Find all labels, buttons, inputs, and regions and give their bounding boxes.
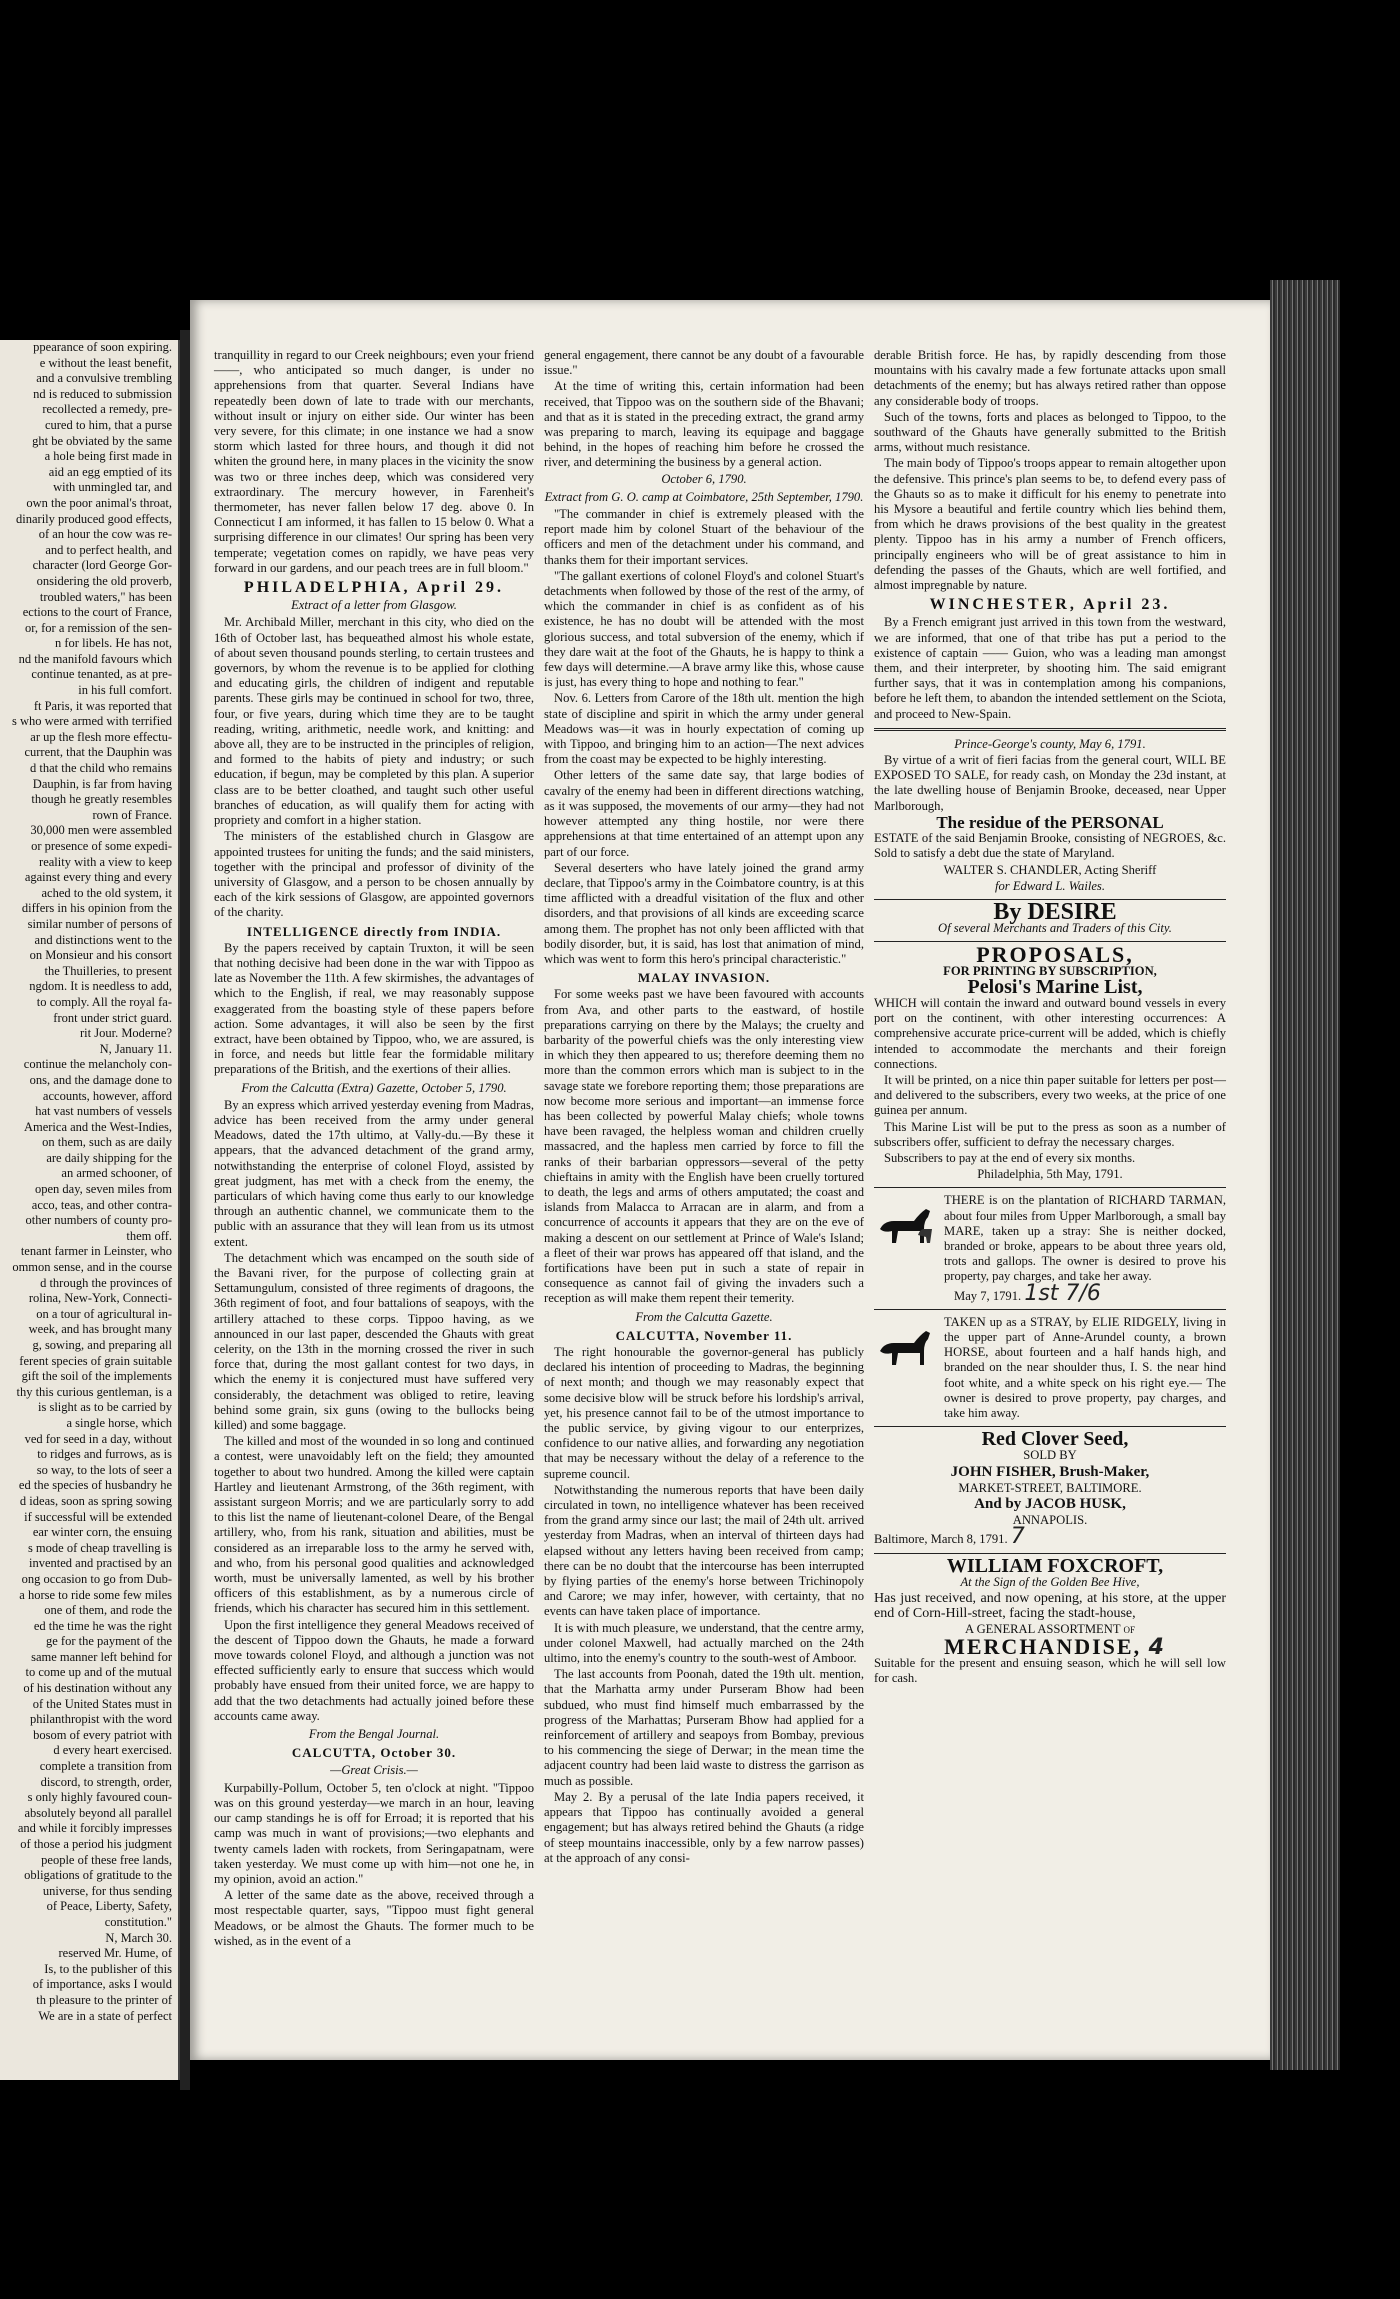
proposals-advertisement	[874, 898, 1226, 1182]
ad-text: SOLD BY	[1023, 1448, 1077, 1463]
foxcroft-advertisement	[874, 1554, 1226, 1687]
article-paragraph: tranquillity in regard to our Creek neighbours; even your friend ——, who anticipated so much danger, is under no apprehensions from that quarter. Several Indians have repeatedly been down of late to trade with our merchants, without insult or injury on either side. Our winter has been very severe, for this climate; in one instance we had a snow storm which lasted for three hours, and though it did not whiten the ground here, in many places in the vicinity the snow was two or three inches deep, which was considered very extraordinary. The mercury however, in Farenheit's thermometer, has never fallen below 17 deg. above 0. In Connecticut I am informed, it has fallen to 15 below 0. What a surprising difference in our climates! Our spring has been very temperate; vegetation comes on rapidly, we have peas very forward in our gardens, and our peach trees are in full bloom."	[214, 348, 534, 575]
left-page-line: week, and has brought many	[28, 1322, 172, 1337]
left-page-line: of those a period his judgment	[20, 1837, 172, 1851]
left-page-line: th pleasure to the printer of	[36, 1992, 172, 2007]
divider	[874, 1426, 1226, 1427]
left-page-line: constitution."	[104, 1914, 172, 1929]
left-page-line: them off.	[126, 1228, 172, 1243]
left-page-line: ved for seed in a day, without	[24, 1431, 172, 1446]
left-page-line: differs in his opinion from the	[21, 901, 172, 916]
left-page-line: of Peace, Liberty, Safety,	[46, 1899, 172, 1914]
left-page-line: on them, such as are daily	[42, 1135, 172, 1150]
left-page-line: against every thing and every	[24, 870, 172, 885]
ad-text: It will be printed, on a nice thin paper suitable for letters per post—and delivered to the subscribers, every two weeks, at the price of one guinea per annum.	[874, 1072, 1226, 1118]
article-paragraph: By a French emigrant just arrived in this town from the westward, we are informed, that one of that tribe has put a period to the existence of captain —— Guion, who was a leading man amongst them, and their interpreter, by shooting him. The said emigrant further says, that it was in contemplation among his companions, before he left them, to abandon the intended settlement on the Sciota, and proceed to New-Spain.	[874, 615, 1226, 721]
left-page-line: ear winter corn, the ensuing	[32, 1525, 172, 1540]
article-paragraph: The killed and most of the wounded in so long and continued a contest, were unavoidably left on the field; they amounted together to about two hundred. Among the killed were captain Hartley and lieutenant Armstrong, of the 36th regiment, with assistant surgeon Morris; and we are particularly sorry to add to this list the name of lieutenant-colonel Deare, of the Bengal artillery, who, from his rank, situation and abilities, must be considered as an irreparable loss to the army he served with, and who, from his personal good qualities and acknowledged worth, must be universally lamented, as well by his brother officers of this establishment, as by a numerous circle of friends, which his character has secured him in this settlement.	[214, 1434, 534, 1616]
article-paragraph: The detachment which was encamped on the south side of the Bavani river, for the purpose of collecting grain at Settamungulum, consisted of three regiments of dragoons, the 36th regiment of foot, and four battalions of seapoys, with the artillery attached to these corps. Tippoo having, as we announced in our last paper, descended the Ghauts with great celerity, on the 13th in the morning crossed the river in such force that, during the most gallant contest for two days, in which the enemy it is conjectured must have suffered very considerably, the detachment was obliged to retire, leaving behind some grain, six guns (owing to the bullocks being killed) and some baggage.	[214, 1250, 534, 1433]
article-paragraph: Upon the first intelligence they general Meadows received of the descent of Tippoo down the Ghauts, he made a forward move towards colonel Floyd, and although a junction was not effected sufficiently early to ensure that success which would probably have ensued from their united force, we are happy to add that the two detachments had actually joined before these accounts came away.	[214, 1617, 534, 1723]
ad-dateline: Prince-George's county, May 6, 1791.	[954, 736, 1146, 751]
article-paragraph: Kurpabilly-Pollum, October 5, ten o'clock at night. "Tippoo was on this ground yesterday—we march in an hour, leaving our camp standings he is off for Erroad; it is reported that his camp was much in want of provisions;—two elephants and twenty camels laden with rockets, from Seringapatnam, were taken yesterday. We must come up with him—not one he, in my opinion, avoid an action."	[214, 1780, 534, 1886]
section-heading: From the Bengal Journal.	[308, 1727, 440, 1742]
left-page-line: if successful will be extended	[24, 1509, 172, 1524]
article-paragraph: The right honourable the governor-general has publicly declared his intention of proceeding to Madras, the beginning of next month; and though we may reasonably expect that some decisive blow will be struck before his lordship's arrival, yet, his presence cannot fail to be of the utmost importance to the public service, by giving vigour to our enterprizes, confidence to our native allies, and forwarding any negotiation that may be necessary without the delay of a reference to the supreme council.	[544, 1345, 864, 1481]
left-page-line: same manner left behind for	[31, 1649, 172, 1664]
left-page-line: and while it forcibly impresses	[17, 1821, 172, 1836]
left-page-line: aid an egg emptied of its	[48, 464, 172, 479]
article-date: October 6, 1790.	[661, 471, 747, 486]
ad-subheadline: Of several Merchants and Traders of this City.	[938, 921, 1172, 936]
ad-headline	[874, 1633, 1226, 1660]
ad-text: THERE is on the plantation of RICHARD TARMAN, about four miles from Upper Marlborough, a small bay MARE, taken up a stray: She is neither docked, branded or broke, appears to be about three years old, trots and gallops. The owner is desired to prove his property, pay charges, and take her away.	[944, 1193, 1226, 1284]
left-page-line: hat vast numbers of vessels	[35, 1104, 172, 1119]
left-page-line: complete a transition from	[39, 1759, 172, 1774]
left-page-line: other numbers of county pro-	[25, 1213, 172, 1228]
ad-text: TAKEN up as a STRAY, by ELIE RIDGELY, living in the upper part of Anne-Arundel county, a brown HORSE, about fourteen and a half hands high, and branded on the near shoulder thus, I. S. the near hind foot white, and a white speck on his right eye.— The owner is desired to prove property, pay charges, and take him away.	[944, 1314, 1226, 1420]
ad-headline: PROPOSALS,	[976, 942, 1134, 968]
handwritten-number: 4	[1148, 1634, 1166, 1660]
article-paragraph: The ministers of the established church in Glasgow are appointed trustees for uniting the funds; and the said ministers, together with the principal and professor of divinity of the university of Glasgow, and a person to be chosen annually by each of the kirk sessions of Glasgow, are appointed governors of the charity.	[214, 829, 534, 920]
article-paragraph: general engagement, there cannot be any doubt of a favourable issue."	[544, 348, 864, 378]
book-page-edges	[1270, 280, 1340, 2070]
left-page-line: to ridges and furrows, as is	[37, 1447, 172, 1462]
article-paragraph: A letter of the same date as the above, received through a most respectable quarter, says, "Tippoo must fight general Meadows, or be almost the Ghauts. The former much to be wished, as in the event of a	[214, 1888, 534, 1948]
article-paragraph: The main body of Tippoo's troops appear to remain altogether upon the defensive. This prince's plan seems to be, to defend every pass of the Ghauts so as to make it difficult for his enemy to penetrate into his Mysore a beautiful and fertile country which lies behind them, from which he draws provisions of the best quality in the greatest plenty. Tippoo has in his army a number of French officers, principally engineers who will be of great assistance to him in defending the passes of the Ghauts, which are well fortified, and almost impregnable by nature.	[874, 456, 1226, 593]
ad-dateline	[874, 1524, 1226, 1550]
left-page-line: ge for the payment of the	[46, 1634, 172, 1649]
left-page-line: on Monsieur and his consort	[29, 948, 172, 963]
left-page-line: We are in a state of perfect	[38, 2008, 172, 2023]
left-page-line: Dauphin, is far from having	[32, 776, 172, 791]
article-paragraph: Other letters of the same date say, that large bodies of cavalry of the enemy had been in different directions watching, as it was supposed, the movements of our army—they had not however attempted any thing hostile, nor were there apprehensions at that time entertained of an attempt upon any part of our force.	[544, 768, 864, 859]
left-page-line: own the poor animal's throat,	[26, 495, 172, 510]
left-page-line: the Thuilleries, to present	[44, 963, 172, 978]
section-heading: From the Calcutta Gazette.	[635, 1309, 773, 1324]
section-heading: MALAY INVASION.	[637, 970, 771, 986]
ad-date-value: May 7, 1791.	[954, 1288, 1022, 1303]
dateline-calcutta: CALCUTTA, October 30.	[291, 1745, 457, 1761]
article-paragraph: Mr. Archibald Miller, merchant in this city, who died on the 16th of October last, has bequeathed almost his whole estate, of about seven thousand pounds sterling, to certain trustees and governors, by whom the revenue is to be applied for clothing and educating girls, the children of indigent and reputable parents. These girls may be continued in school for two, three, four, or five years, during which time they are to be taught reading, writing, arithmetic, needle work, and knitting: and above all, they are to be instructed in the principles of religion, and formed to the habits of piety and industry; or such education, if begun, may be completed by this plan. A superior class are to be better cloathed, and taught such other useful branches of education, as will qualify them for acting with propriety and comfort in a higher station.	[214, 615, 534, 828]
ad-dateline: Philadelphia, 5th May, 1791.	[977, 1167, 1123, 1182]
dateline-winchester: WINCHESTER, April 23.	[929, 596, 1171, 614]
left-page-line: bosom of every patriot with	[33, 1727, 172, 1742]
left-page-line: to come up and of the mutual	[25, 1665, 172, 1680]
left-page-line: of his destination without any	[23, 1681, 172, 1696]
dateline-calcutta: CALCUTTA, November 11.	[615, 1327, 793, 1343]
article-paragraph: Several deserters who have lately joined the grand army declare, that Tippoo's army in the Coimbatore country, is at this time afflicted with a dreadful visitation of the flux and other disorders, and that provisions of all kinds are exceeding scarce among them. The prophet has not only been afflicted with that bodily disorder, but, it is said, has lost that animation of mind, which was went to form this hero's principal characteristic."	[544, 860, 864, 966]
left-page-line: rown of France.	[92, 807, 172, 822]
left-page-line: absolutely beyond all parallel	[24, 1805, 172, 1820]
left-page-line: ed the species of husbandry he	[18, 1478, 172, 1493]
left-page-line: in his full comfort.	[78, 683, 172, 698]
left-page-line: d every heart exercised.	[53, 1743, 172, 1758]
article-paragraph: For some weeks past we have been favoured with accounts from Ava, and other parts to the eastward, of hostile preparations carrying on there by the Malays; the cruelty and barbarity of the powerful chiefs was the only interesting view in which they then appeared to us; therefore deeming them no more than the common errors which man is subject to in the savage state we forebore reporting them; those preparations are now become more serious and important—an immense force has been collected by powerful Malay chiefs; whole towns have been ravaged, the helpless woman and children cruelly massacred, and the hapless men carried by force to fill the ranks of their barbarian oppressors—several of the petty chieftains in amity with the English have been cruelly tortured to death, the legs and arms of others amputated; the coast and islands from Malacca to Arracan are in alarm, and from a concurrence of accounts it appears that they are on the eve of making a descent on our settlement at Prince of Wale's Island; a fleet of their war prows has appeared off that island, and the fortifications have been put in such a state of repair in consequence as cannot fail of giving the invaders such a reception as will make them repent their temerity.	[544, 987, 864, 1306]
left-page-line: character (lord George Gor-	[32, 558, 172, 573]
column-1	[214, 348, 534, 1950]
divider	[874, 728, 1226, 731]
ad-address-value: ANNAPOLIS.	[1012, 1513, 1088, 1528]
ad-text: WHICH will contain the inward and outward bound vessels in every port on the continent, with other interesting occurrences: A comprehensive accurate price-current will be added, which is chiefly intended to accommodate the merchants and their foreign connections.	[874, 995, 1226, 1071]
left-page-line: ong occasion to go from Dub-	[21, 1571, 172, 1586]
left-page-line: g, sowing, and preparing all	[32, 1338, 172, 1352]
ad-text: This Marine List will be put to the press as soon as a number of subscribers offer, sufficient to defray the necessary charges.	[874, 1119, 1226, 1149]
left-page-line: ar up the flesh more effectu-	[30, 729, 172, 744]
left-page-line: ommon sense, and in the course	[12, 1260, 172, 1275]
ad-text: A GENERAL ASSORTMENT of	[965, 1622, 1135, 1637]
article-paragraph: By an express which arrived yesterday evening from Madras, advice has been received from the army under general Meadows, dated the 17th ultimo, at Vally-du.—By these it appears, that the advanced detachment of the grand army, notwithstanding the enterprise of colonel Floyd, assisted by great judgment, has met with a check from the enemy, the particulars of which having come thus early to our knowledge through an authentic channel, we communicate them to the public with an assurance that they will lean from us its utmost extent.	[214, 1097, 534, 1249]
ad-address: MARKET-STREET, BALTIMORE.	[958, 1480, 1142, 1495]
left-page-line: dinarily produced good effects,	[16, 511, 172, 526]
divider	[874, 1187, 1226, 1188]
book-gutter	[180, 330, 190, 2090]
left-page-line: N, March 30.	[105, 1930, 172, 1945]
left-page-line: is slight as to be carried by	[38, 1400, 172, 1415]
left-page-line: cured to him, that a purse	[44, 417, 172, 432]
handwritten-mark: 1st 7/6	[1024, 1280, 1101, 1306]
left-page-line: invented and practised by an	[28, 1556, 172, 1571]
left-page-line: ached to the old system, it	[41, 885, 172, 900]
left-page-line: rolina, New-York, Connecti-	[28, 1291, 172, 1306]
left-page-line: Is, to the publisher of this	[44, 1961, 172, 1976]
left-page-line: acco, teas, and other contra-	[31, 1197, 172, 1212]
left-page-line: ft Paris, it was reported that	[33, 698, 172, 713]
left-page-line: similar number of persons of	[27, 916, 172, 931]
left-page-line: nd the manifold favours which	[18, 651, 172, 666]
article-paragraph: It is with much pleasure, we understand, that the centre army, under colonel Maxwell, had actually marched on the 24th ultimo, into the enemy's country to the south-west of Amboor.	[544, 1620, 864, 1666]
left-page-line: s mode of cheap travelling is	[27, 1540, 172, 1555]
ad-headline: The residue of the PERSONAL	[936, 812, 1164, 832]
left-page-line: thy this curious gentleman, is a	[16, 1384, 172, 1399]
section-heading: From the Calcutta (Extra) Gazette, October 5, 1790.	[241, 1080, 507, 1095]
divider	[874, 1553, 1226, 1554]
left-page-line: with unmingled tar, and	[53, 480, 172, 495]
left-page-line: though he greatly resembles	[31, 792, 172, 807]
ad-text: Has just received, and now opening, at his store, at the upper end of Corn-Hill-street, facing the stadt-house,	[874, 1591, 1226, 1622]
ad-text: ESTATE of the said Benjamin Brooke, consisting of NEGROES, &c. Sold to satisfy a debt due the state of Maryland.	[874, 831, 1226, 861]
left-page-line: or presence of some expedi-	[31, 839, 172, 853]
horse-woodcut-icon	[874, 1199, 938, 1255]
left-page-line: America and the West-Indies,	[23, 1119, 172, 1134]
ad-headline: Red Clover Seed,	[981, 1428, 1129, 1451]
left-page-line: e without the least benefit,	[39, 355, 172, 370]
left-page-line: universe, for thus sending	[42, 1883, 172, 1898]
previous-page-edge	[0, 340, 180, 2080]
left-page-line: a hole being first made in	[44, 449, 172, 464]
left-page-line: and distinctions went to the	[34, 932, 172, 947]
left-page-line: accounts, however, afford	[42, 1088, 172, 1103]
left-page-line: and to perfect health, and	[45, 542, 172, 557]
left-page-line: of importance, asks I would	[32, 1977, 172, 1992]
left-page-line: n for libels. He has not,	[55, 636, 172, 651]
handwritten-number: 7	[1010, 1524, 1025, 1550]
left-page-line: ections to the court of France,	[22, 605, 172, 620]
ad-text: Subscribers to pay at the end of every six months.	[884, 1150, 1136, 1165]
section-heading: —Great Crisis.—	[330, 1763, 418, 1778]
left-page-line: continue tenanted, as at pre-	[31, 667, 172, 682]
stray-horse-advertisement	[874, 1315, 1226, 1421]
ad-signature: WALTER S. CHANDLER, Acting Sheriff	[943, 862, 1157, 877]
ad-subheadline: At the Sign of the Golden Bee Hive,	[960, 1574, 1140, 1589]
section-heading: Extract from G. O. camp at Coimbatore, 25th September, 1790.	[544, 489, 864, 504]
article-paragraph: At the time of writing this, certain information had been received, that Tippoo was on the southern side of the Bhavani; and that as it is stated in the preceding extract, the grand army was preparing to march, leaving its equipage and baggage behind, in the hopes of reaching him before he crossed the river, and determining the business by a general action.	[544, 379, 864, 470]
left-page-line: discord, to strength, order,	[40, 1774, 172, 1789]
left-page-line: are daily shipping for the	[46, 1150, 172, 1165]
column-3	[874, 348, 1226, 1687]
ad-seller: And by JACOB HUSK,	[974, 1496, 1126, 1513]
left-page-line: one of them, and rode the	[44, 1603, 172, 1618]
article-paragraph: The last accounts from Poonah, dated the 19th ult. mention, that the Marhatta army under Purseram Bhow had been subdued, who must find himself much embarrassed by the progress of the Marhattas; Purseram Bhow had applied for a reinforcement of artillery and seapoys from Bombay, previous to his commencing the siege of Derwar; in the mean time the adjacent country had been laid waste to distress the garrison as much as possible.	[544, 1667, 864, 1788]
article-paragraph: "The commander in chief is extremely pleased with the report made him by colonel Stuart of the behaviour of the officers and men of the detachment under his command, and thanks them for their important services.	[544, 507, 864, 567]
left-page-line: recollected a remedy, pre-	[42, 402, 172, 417]
left-page-line: current, that the Dauphin was	[24, 745, 172, 760]
article-paragraph: By the papers received by captain Truxton, it will be seen that nothing decisive had been done in the war with Tippoo as late as November the 11th. A few skirmishes, the advantages of which to the English, if real, we may reasonably suppose exaggerated from the boasting style of these papers before action. Some advantages, it will also be seen by the first extract, have been obtained by Tippoo, who, we are assured, is in force, and needs but little fear the formidable military preparations of the British, and the exertions of their allies.	[214, 940, 534, 1077]
left-page-line: ons, and the damage done to	[29, 1072, 172, 1087]
left-page-line: an armed schooner, of	[61, 1166, 172, 1181]
article-paragraph: derable British force. He has, by rapidly descending from those mountains with his cavalry made a few fortunate attacks upon small detachments of the enemy; but has always retired rather than oppose any considerable body of troops.	[874, 348, 1226, 408]
article-paragraph: May 2. By a perusal of the late India papers received, it appears that Tippoo has continually avoided a general engagement; but has always retired behind the Ghauts (a ridge of steep mountains inaccessible, only by a few narrow passes) at the approach of any consi-	[544, 1789, 864, 1865]
left-page-line: or, for a remission of the sen-	[24, 620, 172, 635]
left-page-line: reserved Mr. Hume, of	[58, 1946, 172, 1961]
left-page-line: ppearance of soon expiring.	[33, 340, 172, 354]
left-page-line: and a convulsive trembling	[36, 371, 172, 386]
left-page-line: open day, seven miles from	[35, 1182, 172, 1197]
section-heading: INTELLIGENCE directly from INDIA.	[246, 923, 502, 939]
left-page-line: people of these free lands,	[41, 1852, 172, 1867]
left-page-line: front under strict guard.	[53, 1010, 172, 1025]
ad-headline: WILLIAM FOXCROFT,	[946, 1554, 1164, 1577]
article-paragraph: Notwithstanding the numerous reports that have been daily circulated in town, no intelligence whatever has been received from the grand army since our last; the mail of 24th ult. arrived yesterday from Madras, when an interval of thirteen days had elapsed without any letters having been received from camp; there can be no doubt that the intercourse has been interrupted by flying parties of the enemy's horse between Trichinopoly and Carore; we may infer, however, with certainty, that no events can have taken place of importance.	[544, 1482, 864, 1619]
left-page-line: d ideas, soon as spring sowing	[19, 1493, 172, 1508]
ad-signature-for: for Edward L. Wailes.	[995, 878, 1105, 893]
left-page-line: d through the provinces of	[40, 1275, 172, 1290]
section-heading: Extract of a letter from Glasgow.	[291, 598, 457, 613]
left-page-line: ferent species of grain suitable	[19, 1353, 172, 1368]
left-page-line: nd is reduced to submission	[33, 386, 172, 401]
left-page-line: a horse to ride some few miles	[19, 1587, 172, 1602]
left-page-line: rit Jour. Moderne?	[80, 1026, 172, 1041]
clover-seed-advertisement	[874, 1428, 1226, 1550]
left-page-line: reality with a view to keep	[39, 854, 172, 869]
left-page-line: of an hour the cow was re-	[38, 527, 172, 542]
left-page-line: s who were armed with terrified	[11, 714, 172, 729]
left-page-line: ed the time he was the right	[33, 1618, 172, 1633]
ad-headline: Pelosi's Marine List,	[967, 975, 1143, 998]
left-page-line: 30,000 men were assembled	[30, 823, 172, 838]
left-page-line: a single horse, which	[66, 1415, 172, 1430]
article-paragraph: "The gallant exertions of colonel Floyd's and colonel Stuart's detachments when followed by those of the rest of the army, of which the commander in chief is as confident as of his existence, he has no doubt will be attended with the most glorious success, and total subversion of the enemy, which if they dare wait at the foot of the Ghauts, he is happy to think a few days will determine.—A brave army like this, whose cause is just, has every thing to hope and nothing to fear."	[544, 568, 864, 690]
left-page-line: to comply. All the royal fa-	[36, 994, 172, 1009]
ad-subheadline: FOR PRINTING BY SUBSCRIPTION,	[943, 963, 1157, 978]
left-page-line: philanthropist with the word	[30, 1712, 172, 1727]
ad-text: Suitable for the present and ensuing season, which he will sell low for cash.	[874, 1655, 1226, 1686]
dateline-philadelphia: PHILADELPHIA, April 29.	[243, 579, 505, 597]
left-page-line: d that the child who remains	[30, 761, 172, 776]
left-page-line: of the United States must in	[32, 1696, 172, 1711]
newspaper-page	[190, 300, 1270, 2060]
ad-address	[874, 1513, 1226, 1528]
left-page-line: ngdom. It is needless to add,	[29, 979, 172, 994]
ad-headline: By DESIRE	[993, 898, 1117, 925]
left-page-line: N, January 11.	[99, 1041, 172, 1056]
left-page-line: gift the soil of the implements	[21, 1369, 172, 1384]
left-page-line: so way, to the lots of seer a	[36, 1462, 172, 1477]
ad-text: By virtue of a writ of fieri facias from the general court, WILL BE EXPOSED TO SALE, for ready cash, on Monday the 23d instant, at the late dwelling house of Benjamin Brooke, deceased, near Upper Marlborough,	[874, 753, 1226, 813]
ad-dateline-value: Baltimore, March 8, 1791.	[874, 1532, 1008, 1547]
ad-date	[944, 1280, 1226, 1306]
column-2	[544, 348, 864, 1867]
left-page-line: s only highly favoured coun-	[27, 1790, 172, 1805]
left-page-line: onsidering the old proverb,	[36, 573, 172, 588]
left-page-line: obligations of gratitude to the	[24, 1868, 172, 1883]
left-page-line: ght be obviated by the same	[32, 433, 172, 448]
left-page-line: tenant farmer in Leinster, who	[20, 1244, 172, 1259]
stray-mare-advertisement	[874, 1193, 1226, 1306]
left-page-line: continue the melancholy con-	[23, 1057, 172, 1072]
article-paragraph: Nov. 6. Letters from Carore of the 18th ult. mention the high state of discipline and spirit in which the army under general Meadows was—it was in hourly expectation of coming up with Tippoo, and bringing him to an action—The next advices from the coast may be expected to be highly interesting.	[544, 691, 864, 767]
horse-woodcut-icon	[874, 1321, 938, 1377]
divider	[874, 1309, 1226, 1310]
left-page-line: troubled waters," has been	[39, 589, 172, 604]
ad-headline-value: MERCHANDISE,	[944, 1633, 1142, 1659]
left-page-line: on a tour of agricultural in-	[36, 1306, 172, 1321]
ad-seller: JOHN FISHER, Brush-Maker,	[950, 1463, 1150, 1480]
article-paragraph: Such of the towns, forts and places as belonged to Tippoo, to the southward of the Ghauts have generally submitted to the British arms, without much resistance.	[874, 409, 1226, 455]
sale-advertisement	[874, 737, 1226, 894]
